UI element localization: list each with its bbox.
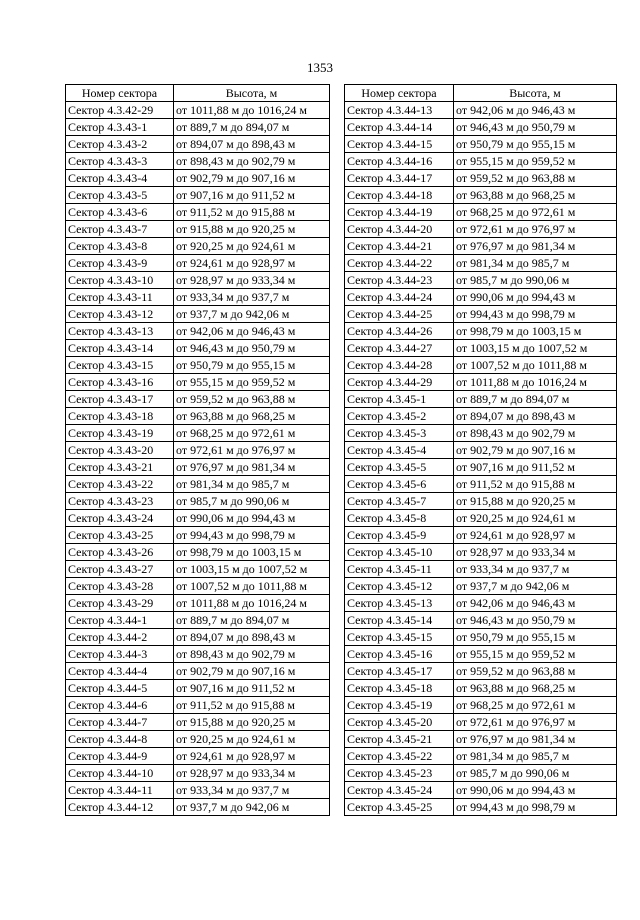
table-row bbox=[66, 527, 330, 544]
sector-cell: Сектор 4.3.44-4 bbox=[66, 663, 174, 680]
table-row bbox=[66, 459, 330, 476]
sector-cell: Сектор 4.3.44-23 bbox=[345, 272, 454, 289]
height-range-cell: от 898,43 м до 902,79 м bbox=[454, 425, 617, 442]
table-row bbox=[66, 561, 330, 578]
sector-cell: Сектор 4.3.44-20 bbox=[345, 221, 454, 238]
sector-cell: Сектор 4.3.44-19 bbox=[345, 204, 454, 221]
sector-cell: Сектор 4.3.43-1 bbox=[66, 119, 174, 136]
sector-cell: Сектор 4.3.45-16 bbox=[345, 646, 454, 663]
height-range-cell: от 1011,88 м до 1016,24 м bbox=[174, 102, 330, 119]
sector-cell: Сектор 4.3.45-25 bbox=[345, 799, 454, 816]
sector-cell: Сектор 4.3.45-14 bbox=[345, 612, 454, 629]
sector-cell: Сектор 4.3.45-13 bbox=[345, 595, 454, 612]
sector-cell: Сектор 4.3.45-22 bbox=[345, 748, 454, 765]
table-row bbox=[66, 442, 330, 459]
height-range-cell: от 920,25 м до 924,61 м bbox=[174, 731, 330, 748]
sector-cell: Сектор 4.3.43-2 bbox=[66, 136, 174, 153]
sector-cell: Сектор 4.3.44-2 bbox=[66, 629, 174, 646]
height-range-cell: от 911,52 м до 915,88 м bbox=[174, 204, 330, 221]
sector-cell: Сектор 4.3.43-17 bbox=[66, 391, 174, 408]
sector-cell: Сектор 4.3.43-3 bbox=[66, 153, 174, 170]
sector-cell: Сектор 4.3.43-14 bbox=[66, 340, 174, 357]
sector-cell: Сектор 4.3.45-19 bbox=[345, 697, 454, 714]
sector-cell: Сектор 4.3.44-15 bbox=[345, 136, 454, 153]
table-row bbox=[66, 544, 330, 561]
height-range-cell: от 968,25 м до 972,61 м bbox=[174, 425, 330, 442]
table-row bbox=[345, 748, 617, 765]
height-range-cell: от 994,43 м до 998,79 м bbox=[174, 527, 330, 544]
sector-cell: Сектор 4.3.43-26 bbox=[66, 544, 174, 561]
height-range-cell: от 981,34 м до 985,7 м bbox=[454, 255, 617, 272]
sector-cell: Сектор 4.3.45-5 bbox=[345, 459, 454, 476]
height-range-cell: от 981,34 м до 985,7 м bbox=[174, 476, 330, 493]
sector-cell: Сектор 4.3.44-14 bbox=[345, 119, 454, 136]
table-row bbox=[345, 255, 617, 272]
sector-cell: Сектор 4.3.45-9 bbox=[345, 527, 454, 544]
sector-cell: Сектор 4.3.45-3 bbox=[345, 425, 454, 442]
sector-cell: Сектор 4.3.43-24 bbox=[66, 510, 174, 527]
table-row bbox=[66, 170, 330, 187]
height-range-cell: от 950,79 м до 955,15 м bbox=[454, 629, 617, 646]
sector-cell: Сектор 4.3.44-18 bbox=[345, 187, 454, 204]
column-header-height: Высота, м bbox=[454, 85, 617, 102]
table-row bbox=[66, 646, 330, 663]
table-row bbox=[66, 340, 330, 357]
table-row bbox=[345, 714, 617, 731]
height-range-cell: от 898,43 м до 902,79 м bbox=[174, 646, 330, 663]
sector-cell: Сектор 4.3.45-12 bbox=[345, 578, 454, 595]
sector-cell: Сектор 4.3.43-7 bbox=[66, 221, 174, 238]
table-row bbox=[66, 663, 330, 680]
sector-cell: Сектор 4.3.45-24 bbox=[345, 782, 454, 799]
sector-cell: Сектор 4.3.44-17 bbox=[345, 170, 454, 187]
sector-cell: Сектор 4.3.44-21 bbox=[345, 238, 454, 255]
sector-cell: Сектор 4.3.44-1 bbox=[66, 612, 174, 629]
table-row bbox=[345, 680, 617, 697]
height-range-cell: от 894,07 м до 898,43 м bbox=[454, 408, 617, 425]
sector-cell: Сектор 4.3.45-18 bbox=[345, 680, 454, 697]
height-range-cell: от 994,43 м до 998,79 м bbox=[454, 799, 617, 816]
sector-cell: Сектор 4.3.44-10 bbox=[66, 765, 174, 782]
sector-cell: Сектор 4.3.43-11 bbox=[66, 289, 174, 306]
height-range-cell: от 1007,52 м до 1011,88 м bbox=[174, 578, 330, 595]
sector-cell: Сектор 4.3.45-8 bbox=[345, 510, 454, 527]
height-range-cell: от 902,79 м до 907,16 м bbox=[454, 442, 617, 459]
table-row bbox=[66, 425, 330, 442]
table-row bbox=[345, 408, 617, 425]
table-row bbox=[66, 221, 330, 238]
height-range-cell: от 920,25 м до 924,61 м bbox=[454, 510, 617, 527]
sector-cell: Сектор 4.3.43-12 bbox=[66, 306, 174, 323]
height-range-cell: от 985,7 м до 990,06 м bbox=[174, 493, 330, 510]
table-row bbox=[66, 748, 330, 765]
sector-table-right bbox=[344, 84, 617, 816]
table-row bbox=[345, 289, 617, 306]
table-row bbox=[66, 731, 330, 748]
table-row bbox=[345, 765, 617, 782]
height-range-cell: от 998,79 м до 1003,15 м bbox=[174, 544, 330, 561]
height-range-cell: от 902,79 м до 907,16 м bbox=[174, 663, 330, 680]
height-range-cell: от 894,07 м до 898,43 м bbox=[174, 136, 330, 153]
table-row bbox=[345, 442, 617, 459]
height-range-cell: от 915,88 м до 920,25 м bbox=[454, 493, 617, 510]
sector-cell: Сектор 4.3.45-23 bbox=[345, 765, 454, 782]
table-row bbox=[66, 357, 330, 374]
table-row bbox=[345, 136, 617, 153]
height-range-cell: от 1003,15 м до 1007,52 м bbox=[454, 340, 617, 357]
table-row bbox=[345, 374, 617, 391]
table-row bbox=[345, 187, 617, 204]
sector-cell: Сектор 4.3.43-23 bbox=[66, 493, 174, 510]
height-range-cell: от 915,88 м до 920,25 м bbox=[174, 221, 330, 238]
column-header-sector: Номер сектора bbox=[66, 85, 174, 102]
table-row bbox=[66, 187, 330, 204]
table-header-row bbox=[66, 85, 330, 102]
height-range-cell: от 972,61 м до 976,97 м bbox=[174, 442, 330, 459]
table-row bbox=[345, 663, 617, 680]
sector-cell: Сектор 4.3.43-16 bbox=[66, 374, 174, 391]
table-row bbox=[345, 153, 617, 170]
height-range-cell: от 937,7 м до 942,06 м bbox=[174, 306, 330, 323]
sector-cell: Сектор 4.3.42-29 bbox=[66, 102, 174, 119]
table-row bbox=[345, 119, 617, 136]
height-range-cell: от 924,61 м до 928,97 м bbox=[454, 527, 617, 544]
height-range-cell: от 924,61 м до 928,97 м bbox=[174, 255, 330, 272]
height-range-cell: от 1011,88 м до 1016,24 м bbox=[454, 374, 617, 391]
height-range-cell: от 902,79 м до 907,16 м bbox=[174, 170, 330, 187]
height-range-cell: от 981,34 м до 985,7 м bbox=[454, 748, 617, 765]
sector-cell: Сектор 4.3.44-24 bbox=[345, 289, 454, 306]
table-row bbox=[345, 561, 617, 578]
height-range-cell: от 994,43 м до 998,79 м bbox=[454, 306, 617, 323]
sector-cell: Сектор 4.3.43-27 bbox=[66, 561, 174, 578]
table-row bbox=[66, 136, 330, 153]
sector-cell: Сектор 4.3.44-7 bbox=[66, 714, 174, 731]
table-row bbox=[345, 357, 617, 374]
sector-cell: Сектор 4.3.43-4 bbox=[66, 170, 174, 187]
height-range-cell: от 959,52 м до 963,88 м bbox=[174, 391, 330, 408]
table-row bbox=[345, 391, 617, 408]
table-row bbox=[66, 119, 330, 136]
height-range-cell: от 963,88 м до 968,25 м bbox=[454, 680, 617, 697]
table-row bbox=[345, 459, 617, 476]
sector-cell: Сектор 4.3.43-20 bbox=[66, 442, 174, 459]
sector-cell: Сектор 4.3.44-16 bbox=[345, 153, 454, 170]
height-range-cell: от 976,97 м до 981,34 м bbox=[454, 238, 617, 255]
sector-cell: Сектор 4.3.45-4 bbox=[345, 442, 454, 459]
height-range-cell: от 1003,15 м до 1007,52 м bbox=[174, 561, 330, 578]
table-row bbox=[345, 272, 617, 289]
height-range-cell: от 968,25 м до 972,61 м bbox=[454, 697, 617, 714]
sector-cell: Сектор 4.3.44-5 bbox=[66, 680, 174, 697]
table-row bbox=[345, 544, 617, 561]
table-row bbox=[345, 799, 617, 816]
height-range-cell: от 933,34 м до 937,7 м bbox=[454, 561, 617, 578]
sector-cell: Сектор 4.3.44-13 bbox=[345, 102, 454, 119]
table-row bbox=[345, 646, 617, 663]
height-range-cell: от 889,7 м до 894,07 м bbox=[174, 119, 330, 136]
table-row bbox=[66, 374, 330, 391]
sector-cell: Сектор 4.3.45-7 bbox=[345, 493, 454, 510]
height-range-cell: от 985,7 м до 990,06 м bbox=[454, 765, 617, 782]
height-range-cell: от 928,97 м до 933,34 м bbox=[174, 272, 330, 289]
height-range-cell: от 911,52 м до 915,88 м bbox=[454, 476, 617, 493]
table-row bbox=[345, 731, 617, 748]
height-range-cell: от 1011,88 м до 1016,24 м bbox=[174, 595, 330, 612]
table-row bbox=[66, 510, 330, 527]
table-row bbox=[66, 476, 330, 493]
table-row bbox=[66, 153, 330, 170]
table-row bbox=[345, 102, 617, 119]
height-range-cell: от 907,16 м до 911,52 м bbox=[174, 187, 330, 204]
height-range-cell: от 924,61 м до 928,97 м bbox=[174, 748, 330, 765]
sector-cell: Сектор 4.3.44-25 bbox=[345, 306, 454, 323]
height-range-cell: от 959,52 м до 963,88 м bbox=[454, 663, 617, 680]
table-row bbox=[345, 425, 617, 442]
sector-cell: Сектор 4.3.43-10 bbox=[66, 272, 174, 289]
sector-cell: Сектор 4.3.44-29 bbox=[345, 374, 454, 391]
height-range-cell: от 889,7 м до 894,07 м bbox=[174, 612, 330, 629]
sector-cell: Сектор 4.3.44-27 bbox=[345, 340, 454, 357]
table-row bbox=[66, 255, 330, 272]
table-row bbox=[345, 221, 617, 238]
sector-cell: Сектор 4.3.43-18 bbox=[66, 408, 174, 425]
height-range-cell: от 990,06 м до 994,43 м bbox=[174, 510, 330, 527]
sector-cell: Сектор 4.3.44-9 bbox=[66, 748, 174, 765]
height-range-cell: от 894,07 м до 898,43 м bbox=[174, 629, 330, 646]
table-row bbox=[66, 102, 330, 119]
table-row bbox=[345, 629, 617, 646]
table-row bbox=[345, 170, 617, 187]
height-range-cell: от 907,16 м до 911,52 м bbox=[454, 459, 617, 476]
table-row bbox=[345, 493, 617, 510]
table-row bbox=[66, 323, 330, 340]
sector-cell: Сектор 4.3.44-11 bbox=[66, 782, 174, 799]
sector-cell: Сектор 4.3.43-13 bbox=[66, 323, 174, 340]
table-row bbox=[345, 578, 617, 595]
sector-cell: Сектор 4.3.43-29 bbox=[66, 595, 174, 612]
height-range-cell: от 911,52 м до 915,88 м bbox=[174, 697, 330, 714]
page-number: 1353 bbox=[307, 60, 333, 75]
height-range-cell: от 933,34 м до 937,7 м bbox=[174, 782, 330, 799]
table-row bbox=[66, 697, 330, 714]
height-range-cell: от 920,25 м до 924,61 м bbox=[174, 238, 330, 255]
sector-cell: Сектор 4.3.43-5 bbox=[66, 187, 174, 204]
table-row bbox=[345, 697, 617, 714]
table-row bbox=[66, 289, 330, 306]
height-range-cell: от 950,79 м до 955,15 м bbox=[454, 136, 617, 153]
height-range-cell: от 942,06 м до 946,43 м bbox=[174, 323, 330, 340]
height-range-cell: от 972,61 м до 976,97 м bbox=[454, 714, 617, 731]
table-row bbox=[66, 799, 330, 816]
table-row bbox=[345, 476, 617, 493]
height-range-cell: от 928,97 м до 933,34 м bbox=[174, 765, 330, 782]
table-row bbox=[66, 306, 330, 323]
table-row bbox=[345, 306, 617, 323]
table-row bbox=[345, 527, 617, 544]
height-range-cell: от 946,43 м до 950,79 м bbox=[174, 340, 330, 357]
height-range-cell: от 915,88 м до 920,25 м bbox=[174, 714, 330, 731]
height-range-cell: от 976,97 м до 981,34 м bbox=[454, 731, 617, 748]
height-range-cell: от 889,7 м до 894,07 м bbox=[454, 391, 617, 408]
table-row bbox=[66, 578, 330, 595]
table-row bbox=[345, 782, 617, 799]
sector-cell: Сектор 4.3.45-6 bbox=[345, 476, 454, 493]
height-range-cell: от 985,7 м до 990,06 м bbox=[454, 272, 617, 289]
sector-cell: Сектор 4.3.44-8 bbox=[66, 731, 174, 748]
table-row bbox=[66, 765, 330, 782]
sector-cell: Сектор 4.3.45-10 bbox=[345, 544, 454, 561]
sector-cell: Сектор 4.3.43-15 bbox=[66, 357, 174, 374]
sector-cell: Сектор 4.3.43-22 bbox=[66, 476, 174, 493]
height-range-cell: от 972,61 м до 976,97 м bbox=[454, 221, 617, 238]
table-row bbox=[345, 204, 617, 221]
sector-cell: Сектор 4.3.43-25 bbox=[66, 527, 174, 544]
column-header-sector: Номер сектора bbox=[345, 85, 454, 102]
table-row bbox=[345, 612, 617, 629]
height-range-cell: от 963,88 м до 968,25 м bbox=[174, 408, 330, 425]
height-range-cell: от 998,79 м до 1003,15 м bbox=[454, 323, 617, 340]
height-range-cell: от 946,43 м до 950,79 м bbox=[454, 612, 617, 629]
table-row bbox=[66, 493, 330, 510]
height-range-cell: от 959,52 м до 963,88 м bbox=[454, 170, 617, 187]
sector-cell: Сектор 4.3.44-28 bbox=[345, 357, 454, 374]
table-row bbox=[66, 612, 330, 629]
sector-cell: Сектор 4.3.45-21 bbox=[345, 731, 454, 748]
table-row bbox=[66, 391, 330, 408]
sector-cell: Сектор 4.3.44-26 bbox=[345, 323, 454, 340]
sector-cell: Сектор 4.3.44-12 bbox=[66, 799, 174, 816]
height-range-cell: от 950,79 м до 955,15 м bbox=[174, 357, 330, 374]
sector-cell: Сектор 4.3.43-8 bbox=[66, 238, 174, 255]
height-range-cell: от 937,7 м до 942,06 м bbox=[454, 578, 617, 595]
table-row bbox=[345, 323, 617, 340]
table-row bbox=[66, 782, 330, 799]
sector-cell: Сектор 4.3.43-9 bbox=[66, 255, 174, 272]
height-range-cell: от 933,34 м до 937,7 м bbox=[174, 289, 330, 306]
height-range-cell: от 955,15 м до 959,52 м bbox=[454, 646, 617, 663]
sector-cell: Сектор 4.3.45-11 bbox=[345, 561, 454, 578]
column-header-height: Высота, м bbox=[174, 85, 330, 102]
height-range-cell: от 976,97 м до 981,34 м bbox=[174, 459, 330, 476]
sector-cell: Сектор 4.3.43-19 bbox=[66, 425, 174, 442]
table-row bbox=[345, 340, 617, 357]
table-row bbox=[66, 680, 330, 697]
table-row bbox=[66, 595, 330, 612]
sector-cell: Сектор 4.3.43-21 bbox=[66, 459, 174, 476]
height-range-cell: от 898,43 м до 902,79 м bbox=[174, 153, 330, 170]
table-row bbox=[345, 595, 617, 612]
height-range-cell: от 968,25 м до 972,61 м bbox=[454, 204, 617, 221]
height-range-cell: от 928,97 м до 933,34 м bbox=[454, 544, 617, 561]
table-row bbox=[345, 238, 617, 255]
height-range-cell: от 1007,52 м до 1011,88 м bbox=[454, 357, 617, 374]
sector-cell: Сектор 4.3.45-15 bbox=[345, 629, 454, 646]
sector-cell: Сектор 4.3.44-6 bbox=[66, 697, 174, 714]
table-row bbox=[66, 408, 330, 425]
sector-cell: Сектор 4.3.44-22 bbox=[345, 255, 454, 272]
sector-cell: Сектор 4.3.43-28 bbox=[66, 578, 174, 595]
height-range-cell: от 946,43 м до 950,79 м bbox=[454, 119, 617, 136]
height-range-cell: от 990,06 м до 994,43 м bbox=[454, 289, 617, 306]
table-row bbox=[66, 272, 330, 289]
height-range-cell: от 937,7 м до 942,06 м bbox=[174, 799, 330, 816]
table-row bbox=[66, 714, 330, 731]
height-range-cell: от 955,15 м до 959,52 м bbox=[454, 153, 617, 170]
sector-cell: Сектор 4.3.43-6 bbox=[66, 204, 174, 221]
height-range-cell: от 955,15 м до 959,52 м bbox=[174, 374, 330, 391]
height-range-cell: от 907,16 м до 911,52 м bbox=[174, 680, 330, 697]
table-header-row bbox=[345, 85, 617, 102]
table-row bbox=[66, 238, 330, 255]
height-range-cell: от 963,88 м до 968,25 м bbox=[454, 187, 617, 204]
height-range-cell: от 942,06 м до 946,43 м bbox=[454, 595, 617, 612]
sector-cell: Сектор 4.3.45-17 bbox=[345, 663, 454, 680]
sector-table-left bbox=[65, 84, 330, 816]
sector-cell: Сектор 4.3.45-20 bbox=[345, 714, 454, 731]
table-row bbox=[66, 204, 330, 221]
table-row bbox=[345, 510, 617, 527]
table-row bbox=[66, 629, 330, 646]
height-range-cell: от 990,06 м до 994,43 м bbox=[454, 782, 617, 799]
sector-cell: Сектор 4.3.44-3 bbox=[66, 646, 174, 663]
sector-cell: Сектор 4.3.45-1 bbox=[345, 391, 454, 408]
sector-cell: Сектор 4.3.45-2 bbox=[345, 408, 454, 425]
height-range-cell: от 942,06 м до 946,43 м bbox=[454, 102, 617, 119]
